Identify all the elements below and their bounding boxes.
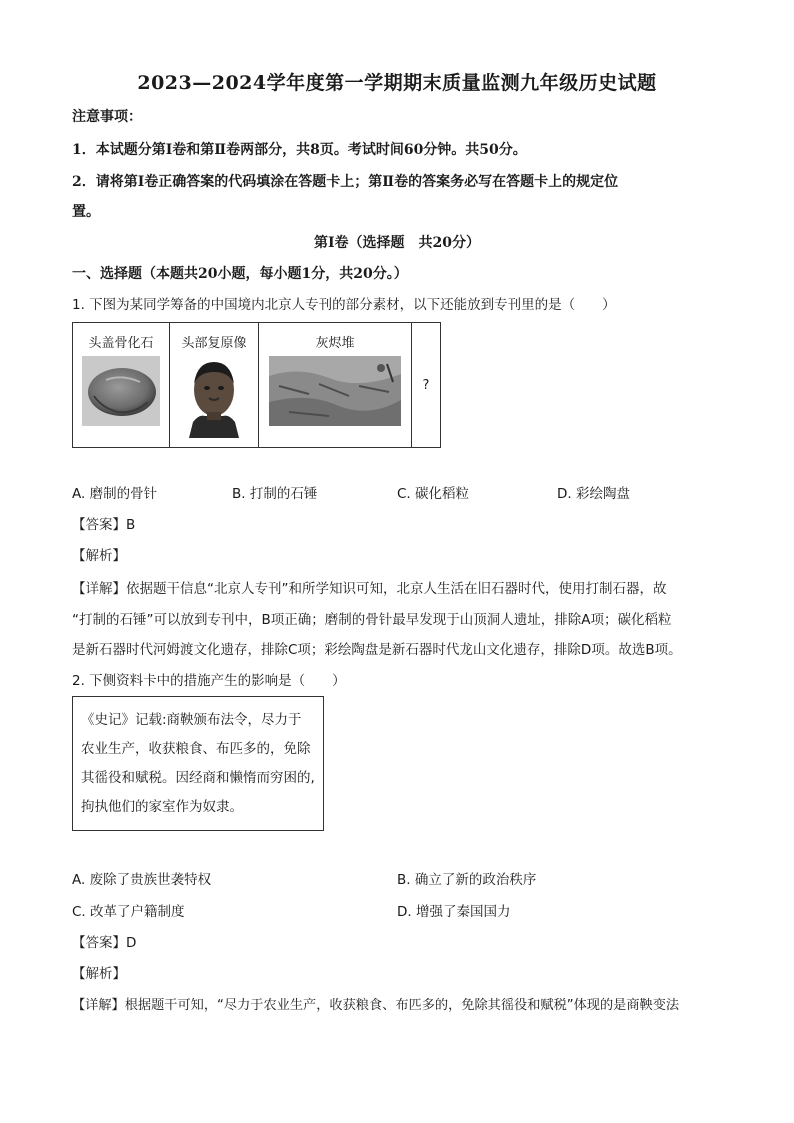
q1-cell-skull — [73, 323, 170, 448]
q1-cell-caption: 头部复原像 — [181, 336, 247, 351]
skull-fossil-image — [82, 356, 160, 426]
q1-cell-ash — [259, 323, 412, 448]
notice-item-2-cont: 置。 — [72, 204, 100, 220]
q1-stem: 1. 下图为某同学筹备的中国境内北京人专刊的部分素材，以下还能放到专刊里的是（ ） — [72, 297, 616, 313]
q1-option-d: D. 彩绘陶盘 — [557, 486, 630, 502]
q1-option-a: A. 磨制的骨针 — [72, 486, 158, 502]
notice-heading: 注意事项： — [72, 109, 142, 125]
q2-option-b: B. 确立了新的政治秩序 — [397, 872, 537, 888]
q1-option-c: C. 碳化稻粒 — [397, 486, 470, 502]
head-reconstruction-image — [179, 356, 249, 438]
q1-cell-head — [170, 323, 259, 448]
q2-card-line: 拘执他们的家室作为奴隶。 — [81, 799, 243, 815]
page-title: 2023—2024学年度第一学期期末质量监测九年级历史试题 — [137, 72, 657, 94]
q1-detail-line-1: 【详解】依据题干信息“北京人专刊”和所学知识可知，北京人生活在旧石器时代，使用打制石器，故 — [72, 581, 667, 597]
q1-cell-caption: 头盖骨化石 — [88, 336, 154, 351]
q1-detail-line-3: 是新石器时代河姆渡文化遗存，排除C项；彩绘陶盘是新石器时代龙山文化遗存，排除D项。故选B项。 — [72, 642, 682, 658]
q2-answer: 【答案】D — [72, 935, 137, 951]
q1-option-b: B. 打制的石锤 — [232, 486, 318, 502]
q1-analysis-label: 【解析】 — [72, 548, 126, 564]
q2-card-line: 《史记》记载:商鞅颁布法令，尽力于 — [81, 712, 302, 728]
q1-cell-caption: 灰烬堆 — [315, 336, 355, 351]
notice-item-2: 2．请将第Ⅰ卷正确答案的代码填涂在答题卡上；第Ⅱ卷的答案务必写在答题卡上的规定位 — [72, 174, 619, 190]
question-mark: ? — [422, 377, 430, 393]
q1-answer: 【答案】B — [72, 517, 136, 533]
q2-card-line: 农业生产，收获粮食、布匹多的，免除 — [81, 741, 311, 757]
q2-stem: 2. 下侧资料卡中的措施产生的影响是（ ） — [72, 673, 346, 689]
q1-detail-line-2: “打制的石锤”可以放到专刊中，B项正确；磨制的骨针最早发现于山顶洞人遗址，排除A项；碳化稻粒 — [72, 612, 672, 628]
q2-detail-line-1: 【详解】根据题干可知，“尽力于农业生产，收获粮食、布匹多的，免除其徭役和赋税”体现的是商鞅变法 — [72, 998, 680, 1013]
q2-card-line: 其徭役和赋税。因经商和懒惰而穷困的, — [81, 770, 315, 786]
section-title: 第Ⅰ卷（选择题 共20分） — [313, 235, 481, 251]
q2-option-d: D. 增强了秦国国力 — [397, 904, 511, 920]
notice-item-1: 1．本试题分第Ⅰ卷和第Ⅱ卷两部分，共8页。考试时间60分钟。共50分。 — [72, 142, 527, 158]
q2-option-c: C. 改革了户籍制度 — [72, 904, 185, 920]
q2-source-card — [72, 696, 324, 831]
q2-option-a: A. 废除了贵族世袭特权 — [72, 872, 212, 888]
q1-cell-unknown — [412, 323, 441, 448]
ash-heap-image — [269, 356, 401, 426]
part-heading: 一、选择题（本题共20小题，每小题1分，共20分。） — [72, 266, 408, 282]
q2-analysis-label: 【解析】 — [72, 966, 126, 982]
q1-material-table — [72, 322, 441, 448]
